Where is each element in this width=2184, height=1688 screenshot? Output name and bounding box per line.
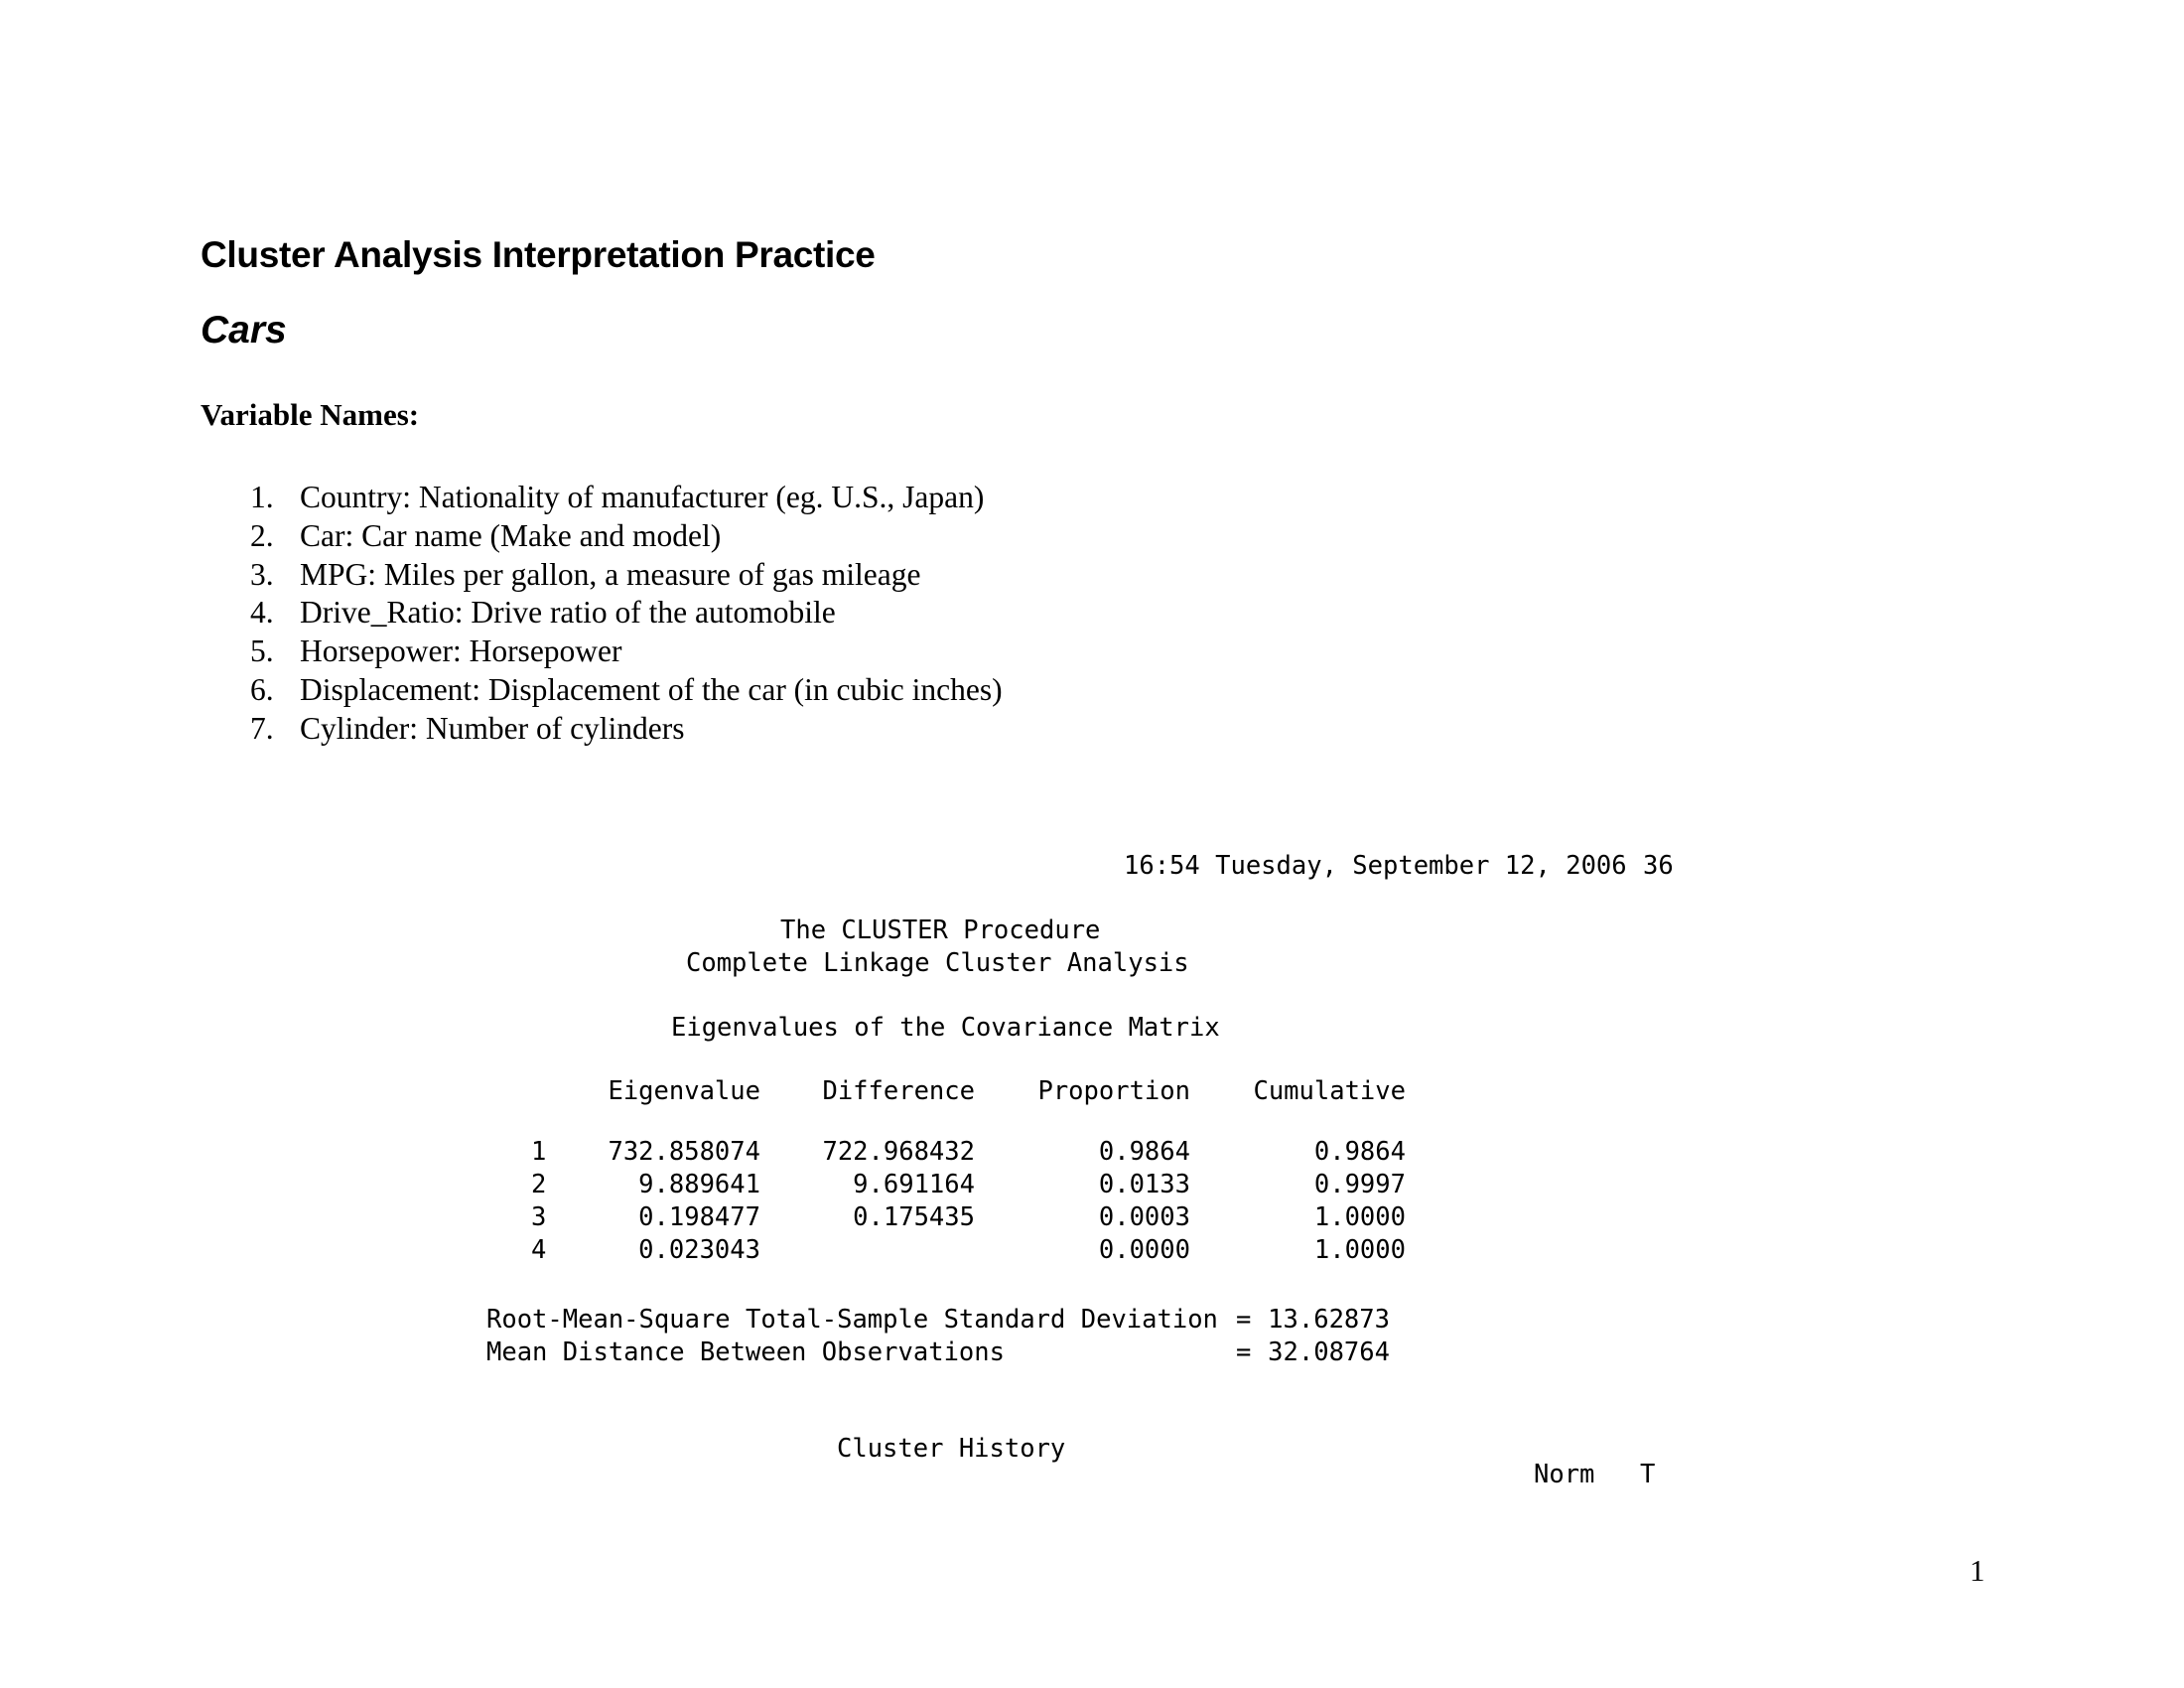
column-header-norm: Norm <box>1534 1460 1595 1489</box>
column-header-t: T <box>1640 1460 1656 1489</box>
procedure-title: The CLUSTER Procedure <box>780 915 1101 945</box>
list-item <box>250 556 1003 595</box>
row-index: 1 <box>531 1137 547 1167</box>
list-item-number: 5. <box>250 633 274 669</box>
cell-proportion: 0.0133 <box>1098 1170 1190 1199</box>
column-header-proportion: Proportion <box>1037 1076 1190 1106</box>
page-number: 1 <box>1970 1553 1985 1588</box>
stat-label-rms-std: Root-Mean-Square Total-Sample Standard Deviation <box>486 1305 1218 1335</box>
cell-difference: 9.691164 <box>853 1170 975 1199</box>
cell-proportion: 0.0003 <box>1098 1202 1190 1232</box>
list-item <box>250 594 1003 633</box>
row-index: 4 <box>531 1235 547 1265</box>
list-item-number: 6. <box>250 671 274 707</box>
method-title: Complete Linkage Cluster Analysis <box>686 948 1189 978</box>
cell-difference: 0.175435 <box>853 1202 975 1232</box>
stat-equals: = <box>1236 1337 1252 1367</box>
stat-equals: = <box>1236 1305 1252 1335</box>
column-header-eigenvalue: Eigenvalue <box>608 1076 760 1106</box>
cluster-history-title: Cluster History <box>837 1434 1066 1464</box>
cell-proportion: 0.9864 <box>1098 1137 1190 1167</box>
list-item <box>250 517 1003 556</box>
output-timestamp: 16:54 Tuesday, September 12, 2006 <box>1124 851 1627 881</box>
cell-difference: 722.968432 <box>822 1137 975 1167</box>
variable-names-heading: Variable Names: <box>201 397 420 432</box>
list-item-number: 2. <box>250 517 274 553</box>
variable-list <box>250 479 1003 749</box>
cell-cumulative: 0.9864 <box>1313 1137 1406 1167</box>
document-subtitle: Cars <box>201 309 287 352</box>
cell-eigenvalue: 0.023043 <box>638 1235 760 1265</box>
row-index: 2 <box>531 1170 547 1199</box>
document-title: Cluster Analysis Interpretation Practice <box>201 234 876 275</box>
row-index: 3 <box>531 1202 547 1232</box>
stat-value-mean-distance: 32.08764 <box>1268 1337 1390 1367</box>
cell-cumulative: 0.9997 <box>1313 1170 1406 1199</box>
list-item <box>250 633 1003 671</box>
column-header-cumulative: Cumulative <box>1253 1076 1406 1106</box>
cell-eigenvalue: 9.889641 <box>638 1170 760 1199</box>
list-item-text: Country: Nationality of manufacturer (eg. U.S., Japan) <box>300 480 985 514</box>
cell-cumulative: 1.0000 <box>1313 1235 1406 1265</box>
cell-eigenvalue: 732.858074 <box>608 1137 760 1167</box>
output-page-number: 36 <box>1643 851 1674 881</box>
list-item-number: 1. <box>250 480 274 514</box>
cell-eigenvalue: 0.198477 <box>638 1202 760 1232</box>
list-item-number: 4. <box>250 595 274 631</box>
list-item-text: Drive_Ratio: Drive ratio of the automobile <box>300 595 836 631</box>
list-item <box>250 479 1003 517</box>
cell-cumulative: 1.0000 <box>1313 1202 1406 1232</box>
list-item-number: 3. <box>250 556 274 592</box>
list-item-text: Car: Car name (Make and model) <box>300 517 722 553</box>
column-header-difference: Difference <box>822 1076 975 1106</box>
list-item <box>250 671 1003 710</box>
list-item <box>250 710 1003 749</box>
list-item-number: 7. <box>250 710 274 746</box>
cell-proportion: 0.0000 <box>1098 1235 1190 1265</box>
eigen-table-title: Eigenvalues of the Covariance Matrix <box>671 1013 1220 1043</box>
stat-value-rms-std: 13.62873 <box>1268 1305 1390 1335</box>
list-item-text: Displacement: Displacement of the car (in cubic inches) <box>300 671 1003 707</box>
stat-label-mean-distance: Mean Distance Between Observations <box>486 1337 1005 1367</box>
list-item-text: Cylinder: Number of cylinders <box>300 710 685 746</box>
list-item-text: Horsepower: Horsepower <box>300 633 622 669</box>
list-item-text: MPG: Miles per gallon, a measure of gas mileage <box>300 556 921 592</box>
